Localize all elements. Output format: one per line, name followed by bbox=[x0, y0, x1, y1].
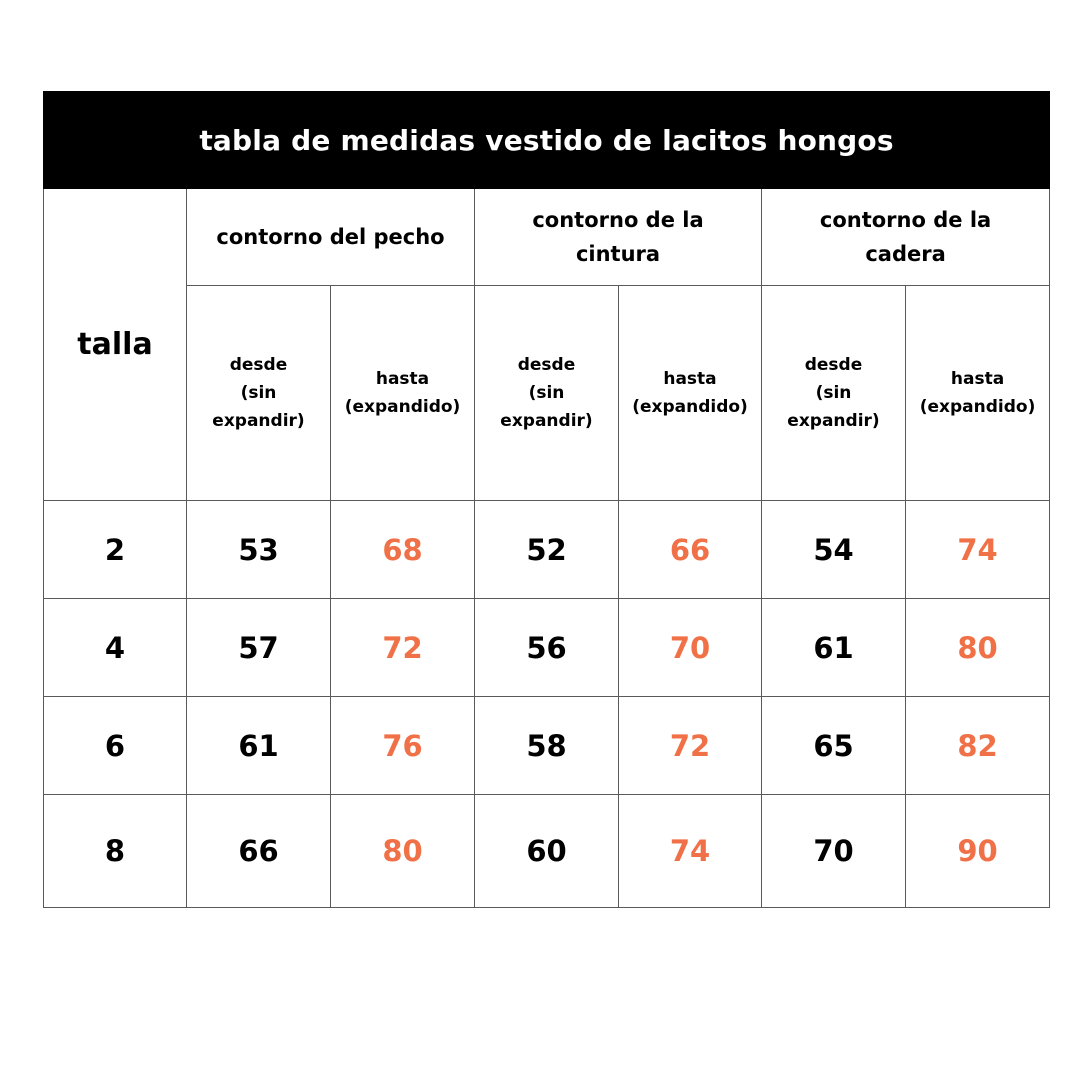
chest-to-cell: 76 bbox=[331, 697, 475, 795]
waist-from-cell: 56 bbox=[475, 599, 619, 697]
size-column-header: talla bbox=[44, 189, 187, 501]
hip-to-cell: 82 bbox=[906, 697, 1050, 795]
waist-to-cell: 72 bbox=[619, 697, 762, 795]
hip-to-cell: 90 bbox=[906, 795, 1050, 908]
waist-group-header: contorno de la cintura bbox=[475, 189, 762, 286]
hip-from-cell: 65 bbox=[762, 697, 906, 795]
hip-to-cell: 80 bbox=[906, 599, 1050, 697]
chest-from-header: desde (sin expandir) bbox=[187, 286, 331, 501]
waist-to-cell: 66 bbox=[619, 501, 762, 599]
chest-to-cell: 80 bbox=[331, 795, 475, 908]
table-row bbox=[44, 599, 1050, 697]
waist-from-cell: 58 bbox=[475, 697, 619, 795]
hip-to-header: hasta (expandido) bbox=[906, 286, 1050, 501]
table-title: tabla de medidas vestido de lacitos hongos bbox=[44, 92, 1050, 189]
hip-from-header: desde (sin expandir) bbox=[762, 286, 906, 501]
chest-from-cell: 57 bbox=[187, 599, 331, 697]
table-row bbox=[44, 795, 1050, 908]
hip-from-cell: 61 bbox=[762, 599, 906, 697]
hip-group-header: contorno de la cadera bbox=[762, 189, 1050, 286]
size-cell: 6 bbox=[44, 697, 187, 795]
size-cell: 8 bbox=[44, 795, 187, 908]
chest-group-header: contorno del pecho bbox=[187, 189, 475, 286]
chest-from-cell: 61 bbox=[187, 697, 331, 795]
hip-from-cell: 54 bbox=[762, 501, 906, 599]
chest-to-cell: 68 bbox=[331, 501, 475, 599]
hip-to-cell: 74 bbox=[906, 501, 1050, 599]
chest-to-cell: 72 bbox=[331, 599, 475, 697]
table-row bbox=[44, 501, 1050, 599]
waist-to-cell: 70 bbox=[619, 599, 762, 697]
table-row bbox=[44, 697, 1050, 795]
waist-from-header: desde (sin expandir) bbox=[475, 286, 619, 501]
size-cell: 2 bbox=[44, 501, 187, 599]
waist-to-cell: 74 bbox=[619, 795, 762, 908]
waist-to-header: hasta (expandido) bbox=[619, 286, 762, 501]
size-chart-table bbox=[43, 91, 1050, 908]
chest-from-cell: 53 bbox=[187, 501, 331, 599]
waist-from-cell: 60 bbox=[475, 795, 619, 908]
chest-to-header: hasta (expandido) bbox=[331, 286, 475, 501]
size-cell: 4 bbox=[44, 599, 187, 697]
hip-from-cell: 70 bbox=[762, 795, 906, 908]
chest-from-cell: 66 bbox=[187, 795, 331, 908]
waist-from-cell: 52 bbox=[475, 501, 619, 599]
